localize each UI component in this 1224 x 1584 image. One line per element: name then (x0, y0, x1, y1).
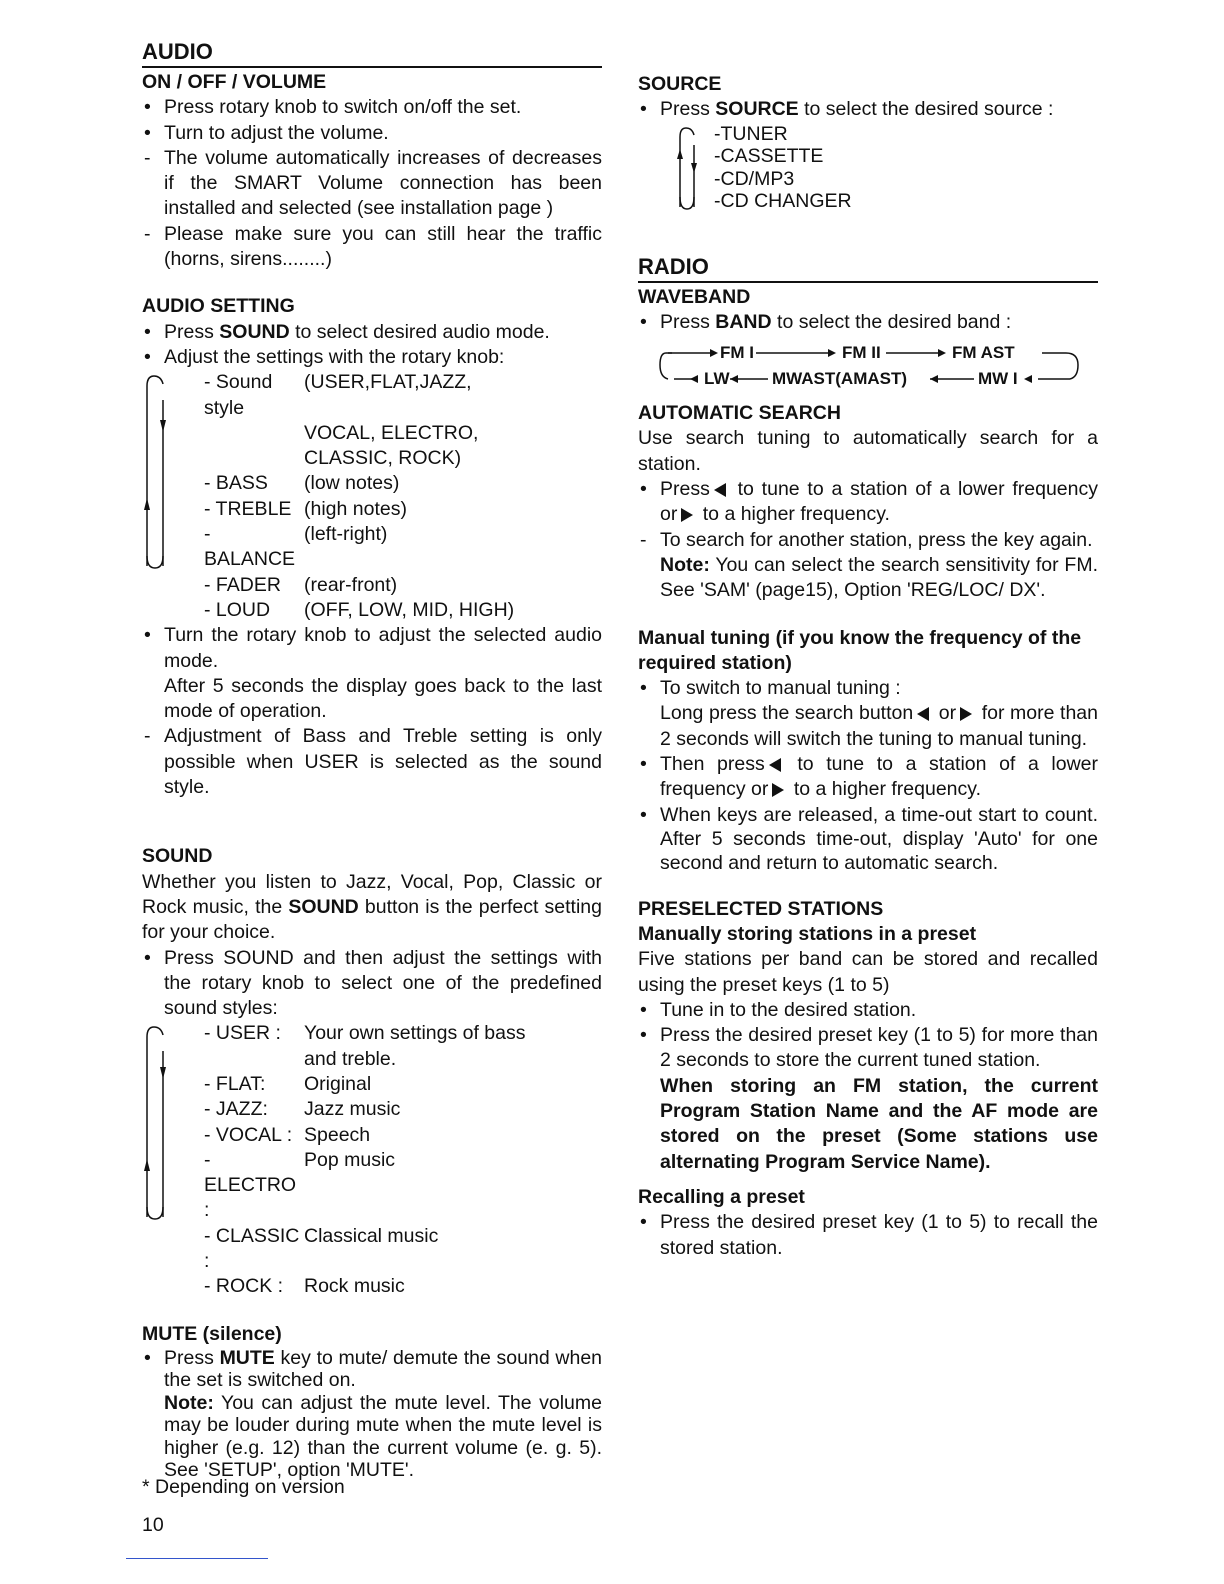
sound-style-list (142, 1021, 602, 1299)
list-item-value: Jazz music (304, 1098, 401, 1121)
list-item-key: - FLAT: (204, 1072, 266, 1095)
heading-manual-tuning: Manual tuning (if you know the frequency of the required station) (638, 626, 1082, 674)
list-item-key: - JAZZ: (204, 1098, 268, 1121)
bullet-item: • Press SOURCE to select the desired source : (640, 98, 1054, 121)
list-item-value: (rear-front) (304, 573, 398, 596)
source-item: -CASSETTE (714, 145, 824, 168)
bullet-item: • Then press to tune to a station of a lower frequency or to a higher frequency. (640, 753, 1098, 801)
list-item (142, 1123, 602, 1148)
list-item-value: VOCAL, ELECTRO, (304, 421, 479, 444)
dash-item: - Adjustment of Bass and Treble setting is only possible when USER is selected as the sound style. (144, 725, 602, 799)
list-item-value: Rock music (304, 1275, 405, 1298)
list-item-value: Classical music (304, 1224, 439, 1247)
bullet-item: • Press to tune to a station of a lower frequency or to a higher frequency. (640, 478, 1098, 526)
heading-mute: MUTE (silence) (142, 1322, 282, 1345)
bullet-item: • Tune in to the desired station. (640, 998, 917, 1021)
list-item-key: - Sound style (204, 371, 273, 419)
list-item-key: - ROCK : (204, 1275, 284, 1298)
list-item-key: - BASS (204, 472, 268, 495)
paragraph: Five stations per band can be stored and recalled using the preset keys (1 to 5) (638, 948, 1098, 996)
paragraph: Whether you listen to Jazz, Vocal, Pop, Classic or Rock music, the SOUND button is the perfect setting for your choice. (142, 870, 602, 944)
seek-right-icon (960, 707, 972, 721)
subheading-recalling-preset: Recalling a preset (638, 1185, 805, 1208)
band-lw: LW (704, 369, 730, 389)
heading-sound: SOUND (142, 845, 213, 868)
right-column (638, 72, 1098, 1261)
band-fm1: FM I (720, 343, 754, 363)
list-item (142, 1021, 602, 1046)
list-item (142, 573, 602, 598)
band-fm2: FM II (842, 343, 881, 363)
list-item (142, 471, 602, 496)
footnote: * Depending on version (142, 1476, 345, 1498)
heading-source: SOURCE (638, 73, 722, 95)
list-item (142, 421, 602, 446)
list-item (142, 1224, 602, 1275)
bullet-item: • Press rotary knob to switch on/off the set. (144, 96, 522, 119)
source-item: -CD CHANGER (714, 190, 852, 213)
heading-waveband: WAVEBAND (638, 285, 751, 308)
list-item (142, 446, 602, 471)
paragraph: Use search tuning to automatically search for a station. (638, 427, 1098, 475)
seek-right-icon (681, 508, 693, 522)
bullet-item: • Press BAND to select the desired band : (640, 310, 1012, 333)
bullet-item: • When keys are released, a time-out start to count. After 5 seconds time-out, display 'Auto' for one second and return to automatic search. (640, 803, 1098, 874)
cycle-bracket-icon (142, 1021, 172, 1223)
list-item-value: (OFF, LOW, MID, HIGH) (304, 598, 515, 621)
list-item-value: CLASSIC, ROCK) (304, 447, 462, 470)
bullet-item: • Press MUTE key to mute/ demute the sound when the set is switched on. (144, 1346, 603, 1392)
cycle-bracket-icon (674, 123, 704, 215)
heading-on-off-volume: ON / OFF / VOLUME (142, 71, 327, 93)
list-item (142, 370, 602, 421)
list-item-key: - ELECTRO : (204, 1148, 297, 1222)
page-number: 10 (142, 1514, 164, 1536)
list-item-value: Pop music (304, 1148, 396, 1171)
bold-paragraph: When storing an FM station, the current Program Station Name and the AF mode are stored on the preset (Some stations use alternating Program Service Name). (660, 1074, 1098, 1173)
list-item (142, 1097, 602, 1122)
list-item-key: - BALANCE (204, 523, 296, 571)
heading-audio-setting: AUDIO SETTING (142, 295, 295, 318)
dash-item: - To search for another station, press the key again. (640, 528, 1093, 551)
bullet-item: • Turn the rotary knob to adjust the selected audio mode. (144, 624, 602, 672)
list-item (142, 1047, 602, 1072)
list-item (142, 1274, 602, 1299)
source-list (638, 123, 1098, 213)
list-item-value: Speech (304, 1123, 371, 1146)
seek-left-icon (917, 707, 929, 721)
list-item (142, 598, 602, 623)
paragraph: After 5 seconds the display goes back to the last mode of operation. (164, 674, 602, 723)
seek-left-icon (769, 758, 781, 772)
list-item (142, 497, 602, 522)
section-title-radio: RADIO (638, 253, 1098, 283)
section-title-audio: AUDIO (142, 38, 602, 68)
heading-automatic-search: AUTOMATIC SEARCH (638, 402, 841, 425)
dash-item: - The volume automatically increases of decreases if the SMART Volume connection has been installed and selected (see installation page ) (144, 146, 602, 220)
bullet-item: • Turn to adjust the volume. (144, 121, 389, 144)
list-item-key: - VOCAL : (204, 1123, 293, 1146)
band-mw1: MW I (978, 369, 1018, 389)
dash-item: - Please make sure you can still hear the traffic (horns, sirens........) (144, 222, 602, 271)
list-item-value: (USER,FLAT,JAZZ, (304, 371, 472, 394)
list-item-key: - USER : (204, 1022, 281, 1045)
list-item (142, 1148, 602, 1224)
source-item: -CD/MP3 (714, 167, 795, 190)
note-paragraph: Note: You can select the search sensitivity for FM. See 'SAM' (page15), Option 'REG/LOC/ DX'. (660, 553, 1098, 602)
subheading-manual-storing: Manually storing stations in a preset (638, 922, 977, 945)
list-item-key: - TREBLE (204, 497, 292, 520)
note-paragraph: Note: You can adjust the mute level. The volume may be louder during mute when the mute level is higher (e.g. 12) than the current volume (e. g. 5). See 'SETUP', option 'MUTE'. (164, 1391, 602, 1482)
list-item-value: (high notes) (304, 497, 407, 520)
footer-link-line (126, 1558, 268, 1559)
paragraph: Long press the search button or for more than 2 seconds will switch the tuning to manual tuning. (660, 702, 1098, 750)
list-item (142, 522, 602, 573)
bullet-item: • Adjust the settings with the rotary knob: (144, 345, 505, 368)
list-item-value: (low notes) (304, 472, 400, 495)
list-item-key: - LOUD (204, 598, 271, 621)
bullet-item: • Press the desired preset key (1 to 5) to recall the stored station. (640, 1211, 1098, 1259)
list-item-key: - CLASSIC : (204, 1224, 300, 1273)
waveband-cycle-diagram (638, 343, 1098, 399)
audio-mode-list (142, 370, 602, 623)
list-item-value: Original (304, 1072, 372, 1095)
list-item-value: (left-right) (304, 523, 388, 546)
band-mwast: MWAST(AMAST) (772, 369, 908, 389)
heading-preselected-stations: PRESELECTED STATIONS (638, 897, 884, 920)
list-item-value: and treble. (304, 1047, 397, 1070)
cycle-bracket-icon (142, 370, 172, 572)
bullet-item: • To switch to manual tuning : (640, 677, 901, 700)
left-column (142, 38, 602, 1482)
seek-right-icon (772, 783, 784, 797)
source-item: -TUNER (714, 122, 788, 145)
band-fmast: FM AST (952, 343, 1015, 363)
bullet-item: • Press the desired preset key (1 to 5) for more than 2 seconds to store the current tuned station. (640, 1024, 1098, 1072)
list-item-key: - FADER (204, 573, 281, 596)
bullet-item: • Press SOUND and then adjust the settings with the rotary knob to select one of the predefined sound styles: (144, 946, 602, 1020)
list-item-value: Your own settings of bass (304, 1022, 526, 1045)
seek-left-icon (714, 483, 726, 497)
bullet-item: • Press SOUND to select desired audio mode. (144, 320, 550, 343)
list-item (142, 1072, 602, 1097)
